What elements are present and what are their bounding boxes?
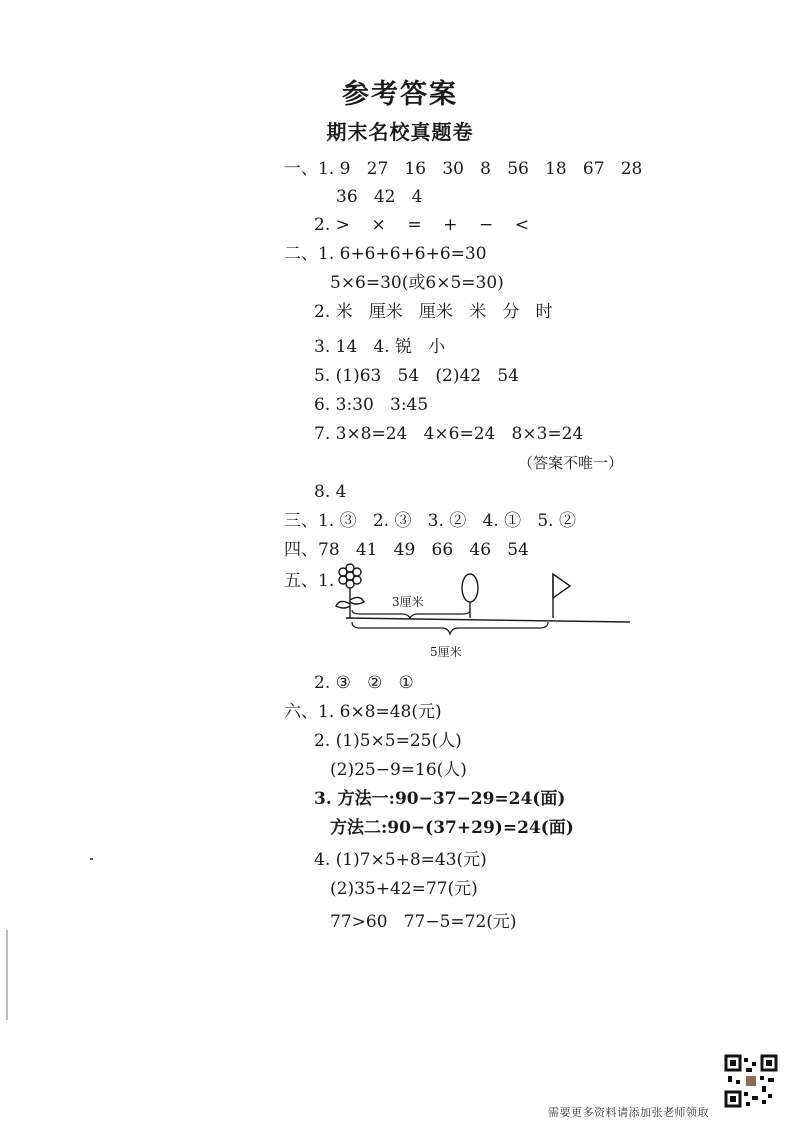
answer-line-9: 6. 3:30 3:45 <box>314 395 429 415</box>
answer-line-24: 77>60 77−5=72(元) <box>330 912 517 932</box>
answer-line-4: 二、1. 6+6+6+6+6=30 <box>284 244 487 264</box>
answer-line-10: 7. 3×8=24 4×6=24 8×3=24 <box>314 424 584 444</box>
answer-line-7: 3. 14 4. 锐 小 <box>314 337 446 357</box>
answer-line-16: 2. ③ ② ① <box>314 673 414 693</box>
flag-icon <box>553 574 570 618</box>
flower-icon <box>336 564 364 618</box>
answer-line-8: 5. (1)63 54 (2)42 54 <box>314 366 519 386</box>
long-brace <box>352 622 548 634</box>
footer-note: 需要更多资料请添加张老师领取 <box>548 1106 709 1119</box>
answer-line-19: (2)25−9=16(人) <box>330 760 467 780</box>
ground-line <box>346 618 630 622</box>
short-distance-label: 3厘米 <box>392 595 424 609</box>
qr-code-icon[interactable] <box>724 1054 778 1108</box>
page-title: 参考答案 <box>342 79 458 110</box>
answer-line-3: 2. > × = + − < <box>314 215 530 235</box>
scan-dot-mark <box>90 858 93 860</box>
page-subtitle: 期末名校真题卷 <box>326 120 474 144</box>
answer-line-6: 2. 米 厘米 厘米 米 分 时 <box>314 302 553 322</box>
answer-line-12: 8. 4 <box>314 482 347 502</box>
answer-line-15: 五、1. <box>284 571 335 591</box>
answer-line-13: 三、1. ③ 2. ③ 3. ② 4. ① 5. ② <box>284 511 576 531</box>
answer-line-21: 方法二:90−(37+29)=24(面) <box>330 818 574 838</box>
short-brace <box>352 610 470 618</box>
answer-line-1: 一、1. 9 27 16 30 8 56 18 67 28 <box>284 159 643 179</box>
answer-line-2: 36 42 4 <box>336 187 423 207</box>
answer-line-5: 5×6=30(或6×5=30) <box>330 273 504 293</box>
long-distance-label: 5厘米 <box>430 645 462 659</box>
answer-line-14: 四、78 41 49 66 46 54 <box>284 540 529 560</box>
answer-line-22: 4. (1)7×5+8=43(元) <box>314 850 487 870</box>
scan-edge-mark <box>6 930 8 1020</box>
answer-note: （答案不唯一） <box>518 454 624 472</box>
answer-line-20: 3. 方法一:90−37−29=24(面) <box>314 789 566 809</box>
answer-line-17: 六、1. 6×8=48(元) <box>284 702 442 722</box>
ruler-figure <box>330 560 640 665</box>
answer-line-23: (2)35+42=77(元) <box>330 879 478 899</box>
answer-line-18: 2. (1)5×5=25(人) <box>314 731 462 751</box>
